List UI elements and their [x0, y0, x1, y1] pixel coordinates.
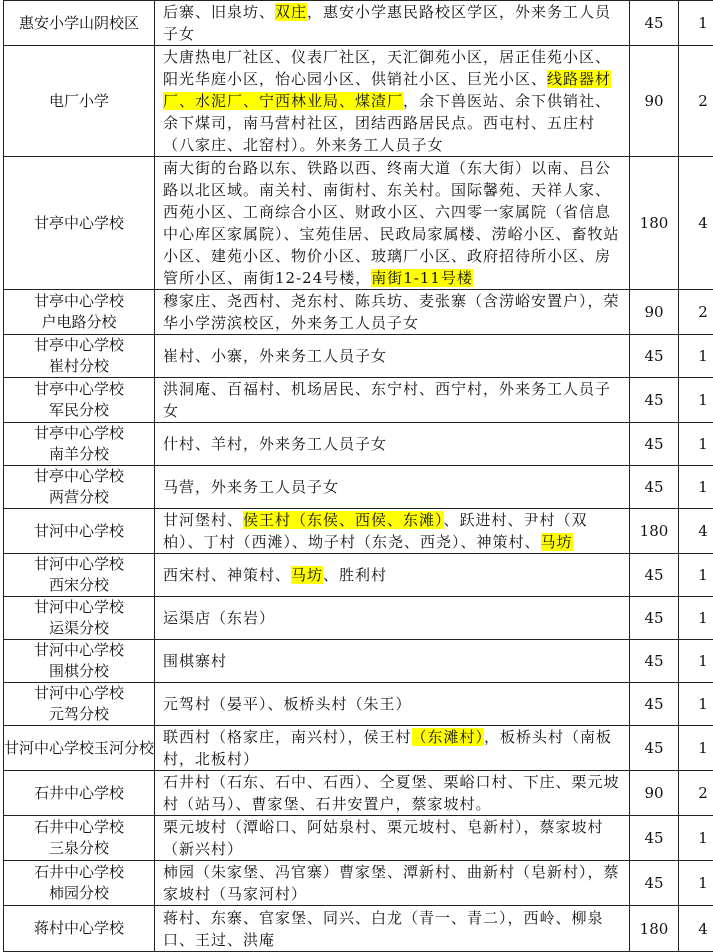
district-area-cell [155, 157, 630, 290]
table-row [4, 423, 713, 466]
school-name-line: 户电路分校 [4, 312, 154, 333]
highlighted-text: （东滩村） [412, 728, 485, 746]
district-area-cell [155, 335, 630, 378]
class-count-cell: 1 [679, 861, 713, 906]
highlighted-text: 马坊 [541, 533, 573, 551]
table-row [4, 816, 713, 861]
school-name-line: 甘河中心学校玉河分校 [4, 738, 154, 759]
table-row [4, 509, 713, 554]
school-name-cell [4, 906, 155, 952]
school-name-line: 甘河中心学校 [4, 640, 154, 661]
school-name-line: 两营分校 [4, 487, 154, 508]
school-name-cell [4, 423, 155, 466]
table-row [4, 597, 713, 640]
table-row [4, 640, 713, 683]
school-name-line: 电厂小学 [4, 91, 154, 112]
table-row [4, 771, 713, 816]
district-area-cell [155, 466, 630, 509]
table-row [4, 861, 713, 906]
area-text: 蒋村、东寨、官家堡、同兴、白龙（青一、青二），西岭、柳泉口、王过、洪庵 [163, 909, 604, 949]
class-count-cell: 1 [679, 683, 713, 726]
area-text: 元驾村（晏平）、板桥头村（朱王） [163, 695, 412, 713]
enrollment-count-cell: 45 [630, 466, 679, 509]
enrollment-count-cell: 180 [630, 509, 679, 554]
table-row [4, 46, 713, 157]
school-name-line: 南羊分校 [4, 444, 154, 465]
school-name-cell [4, 1, 155, 46]
district-area-cell [155, 290, 630, 335]
district-area-cell [155, 509, 630, 554]
class-count-cell: 1 [679, 335, 713, 378]
class-count-cell: 1 [679, 816, 713, 861]
area-text: 甘河堡村、 [163, 511, 243, 529]
enrollment-count-cell: 90 [630, 771, 679, 816]
table-row [4, 466, 713, 509]
enrollment-count-cell: 45 [630, 726, 679, 771]
school-name-line: 甘河中心学校 [4, 554, 154, 575]
highlighted-text: 马坊 [291, 566, 323, 584]
enrollment-count-cell: 90 [630, 290, 679, 335]
area-text: 、跃进村、尹村（双柏）、丁村（西滩）、坳子村（东尧、西尧）、神策村、 [163, 511, 588, 551]
area-text: 联西村（格家庄，南兴村），侯王村 [163, 728, 412, 746]
area-text: 什村、羊村，外来务工人员子女 [163, 435, 387, 453]
school-name-cell [4, 290, 155, 335]
highlighted-text: 南街1-11号楼 [371, 269, 473, 287]
school-name-cell [4, 466, 155, 509]
school-name-line: 甘亭中心学校 [4, 379, 154, 400]
school-name-line: 甘亭中心学校 [4, 213, 154, 234]
table-row [4, 378, 713, 423]
class-count-cell: 1 [679, 378, 713, 423]
school-name-cell [4, 157, 155, 290]
highlighted-text: 线路器材厂、水泥厂、宁西林业局、煤渣厂 [163, 70, 611, 110]
district-area-cell [155, 640, 630, 683]
school-name-cell [4, 335, 155, 378]
school-name-cell [4, 861, 155, 906]
district-area-cell [155, 861, 630, 906]
area-text: 南大街的台路以东、铁路以西、终南大道（东大街）以南、吕公路以北区域。南关村、南街村、东关村。国际馨苑、天祥人家、西苑小区、工商综合小区、财政小区、六四零一家属院（省信息中心库区家属院）、宝苑佳居、民政局家属楼、涝峪小区、畜牧站小区、建苑小区、物价小区、玻璃厂小区、政府招待所小区、房管所小区、南街12-24号楼， [163, 159, 620, 287]
enrollment-count-cell: 45 [630, 335, 679, 378]
school-name-line: 崔村分校 [4, 356, 154, 377]
school-name-cell [4, 597, 155, 640]
table-row [4, 335, 713, 378]
school-name-line: 惠安小学山阴校区 [4, 13, 154, 34]
class-count-cell: 1 [679, 466, 713, 509]
class-count-cell: 2 [679, 290, 713, 335]
class-count-cell: 1 [679, 597, 713, 640]
table-row [4, 554, 713, 597]
school-name-cell [4, 771, 155, 816]
school-name-line: 甘河中心学校 [4, 521, 154, 542]
school-name-line: 甘亭中心学校 [4, 466, 154, 487]
enrollment-count-cell: 180 [630, 157, 679, 290]
district-area-cell [155, 423, 630, 466]
table-row [4, 157, 713, 290]
school-name-line: 西宋分校 [4, 575, 154, 596]
area-text: 栗元坡村（潭峪口、阿姑泉村、栗元坡村、皂新村），蔡家坡村（新兴村） [163, 818, 604, 858]
area-text: 马营，外来务工人员子女 [163, 478, 339, 496]
table-row [4, 1, 713, 46]
enrollment-count-cell: 180 [630, 906, 679, 952]
enrollment-count-cell: 45 [630, 378, 679, 423]
school-name-line: 柿园分校 [4, 883, 154, 904]
school-name-line: 甘亭中心学校 [4, 335, 154, 356]
school-name-line: 石井中心学校 [4, 817, 154, 838]
school-name-line: 军民分校 [4, 400, 154, 421]
school-name-line: 三泉分校 [4, 838, 154, 859]
school-name-cell [4, 378, 155, 423]
table-row [4, 726, 713, 771]
district-area-cell [155, 554, 630, 597]
school-name-line: 甘亭中心学校 [4, 423, 154, 444]
district-area-cell [155, 816, 630, 861]
enrollment-count-cell: 45 [630, 861, 679, 906]
school-name-line: 石井中心学校 [4, 862, 154, 883]
class-count-cell: 2 [679, 46, 713, 157]
district-area-cell [155, 1, 630, 46]
school-name-line: 甘河中心学校 [4, 597, 154, 618]
school-name-line: 运渠分校 [4, 618, 154, 639]
area-text: 崔村、小寨，外来务工人员子女 [163, 347, 387, 365]
school-name-line: 甘河中心学校 [4, 683, 154, 704]
district-area-cell [155, 46, 630, 157]
class-count-cell: 4 [679, 906, 713, 952]
school-district-table [3, 0, 713, 952]
class-count-cell: 4 [679, 509, 713, 554]
school-name-cell [4, 683, 155, 726]
class-count-cell: 1 [679, 423, 713, 466]
school-name-cell [4, 509, 155, 554]
district-area-cell [155, 726, 630, 771]
school-name-cell [4, 554, 155, 597]
enrollment-count-cell: 45 [630, 816, 679, 861]
area-text: 柿园（朱家堡、冯官寨）曹家堡、潭新村、曲新村（皂新村），蔡家坡村（马家河村） [163, 863, 620, 903]
school-name-cell [4, 816, 155, 861]
area-text: 大唐热电厂社区、仪表厂社区，天汇御苑小区，居正佳苑小区、阳光华庭小区，怡心园小区、供销社小区、巨光小区、 [163, 48, 611, 88]
school-name-cell [4, 726, 155, 771]
school-name-line: 蒋村中心学校 [4, 918, 154, 939]
enrollment-count-cell: 45 [630, 554, 679, 597]
school-name-cell [4, 46, 155, 157]
highlighted-text: 侯王村（东侯、西侯、东滩） [243, 511, 444, 529]
table-row [4, 683, 713, 726]
area-text: 石井村（石东、石中、石西）、仝夏堡、栗峪口村、下庄、栗元坡村（站马）、曹家堡、石井安置户，蔡家坡村。 [163, 773, 620, 813]
class-count-cell: 2 [679, 771, 713, 816]
table-row [4, 290, 713, 335]
school-name-line: 石井中心学校 [4, 783, 154, 804]
enrollment-count-cell: 45 [630, 683, 679, 726]
district-area-cell [155, 771, 630, 816]
class-count-cell: 4 [679, 157, 713, 290]
area-text: ，惠安小学惠民路校区学区，外来务工人员子女 [163, 3, 611, 43]
class-count-cell: 1 [679, 726, 713, 771]
class-count-cell: 1 [679, 640, 713, 683]
area-text: 围棋寨村 [163, 652, 227, 670]
district-area-cell [155, 906, 630, 952]
enrollment-count-cell: 45 [630, 423, 679, 466]
enrollment-count-cell: 90 [630, 46, 679, 157]
enrollment-count-cell: 45 [630, 1, 679, 46]
highlighted-text: 双庄 [275, 3, 307, 21]
enrollment-count-cell: 45 [630, 640, 679, 683]
district-area-cell [155, 683, 630, 726]
school-name-cell [4, 640, 155, 683]
area-text: 后寨、旧泉坊、 [163, 3, 275, 21]
enrollment-count-cell: 45 [630, 597, 679, 640]
table-body [4, 1, 713, 952]
district-area-cell [155, 378, 630, 423]
school-name-line: 元驾分校 [4, 704, 154, 725]
area-text: 、胜利村 [323, 566, 387, 584]
school-name-line: 甘亭中心学校 [4, 291, 154, 312]
area-text: ，板桥头村（南板村，北板村） [163, 728, 612, 768]
area-text: ，余下兽医站、余下供销社、余下煤司，南马营村社区，团结西路居民点。西屯村、五庄村（八家庄、北窑村）。外来务工人员子女 [163, 92, 611, 154]
school-name-line: 围棋分校 [4, 661, 154, 682]
area-text: 西宋村、神策村、 [163, 566, 291, 584]
district-area-cell [155, 597, 630, 640]
area-text: 洪洞庵、百福村、机场居民、东宁村、西宁村，外来务工人员子女 [163, 380, 611, 420]
class-count-cell: 1 [679, 554, 713, 597]
table-row [4, 906, 713, 952]
area-text: 运渠店（东岩） [163, 609, 275, 627]
class-count-cell: 1 [679, 1, 713, 46]
area-text: 穆家庄、尧西村、尧东村、陈兵坊、麦张寨（含涝峪安置户），荣华小学涝滨校区，外来务工人员子女 [163, 292, 620, 332]
